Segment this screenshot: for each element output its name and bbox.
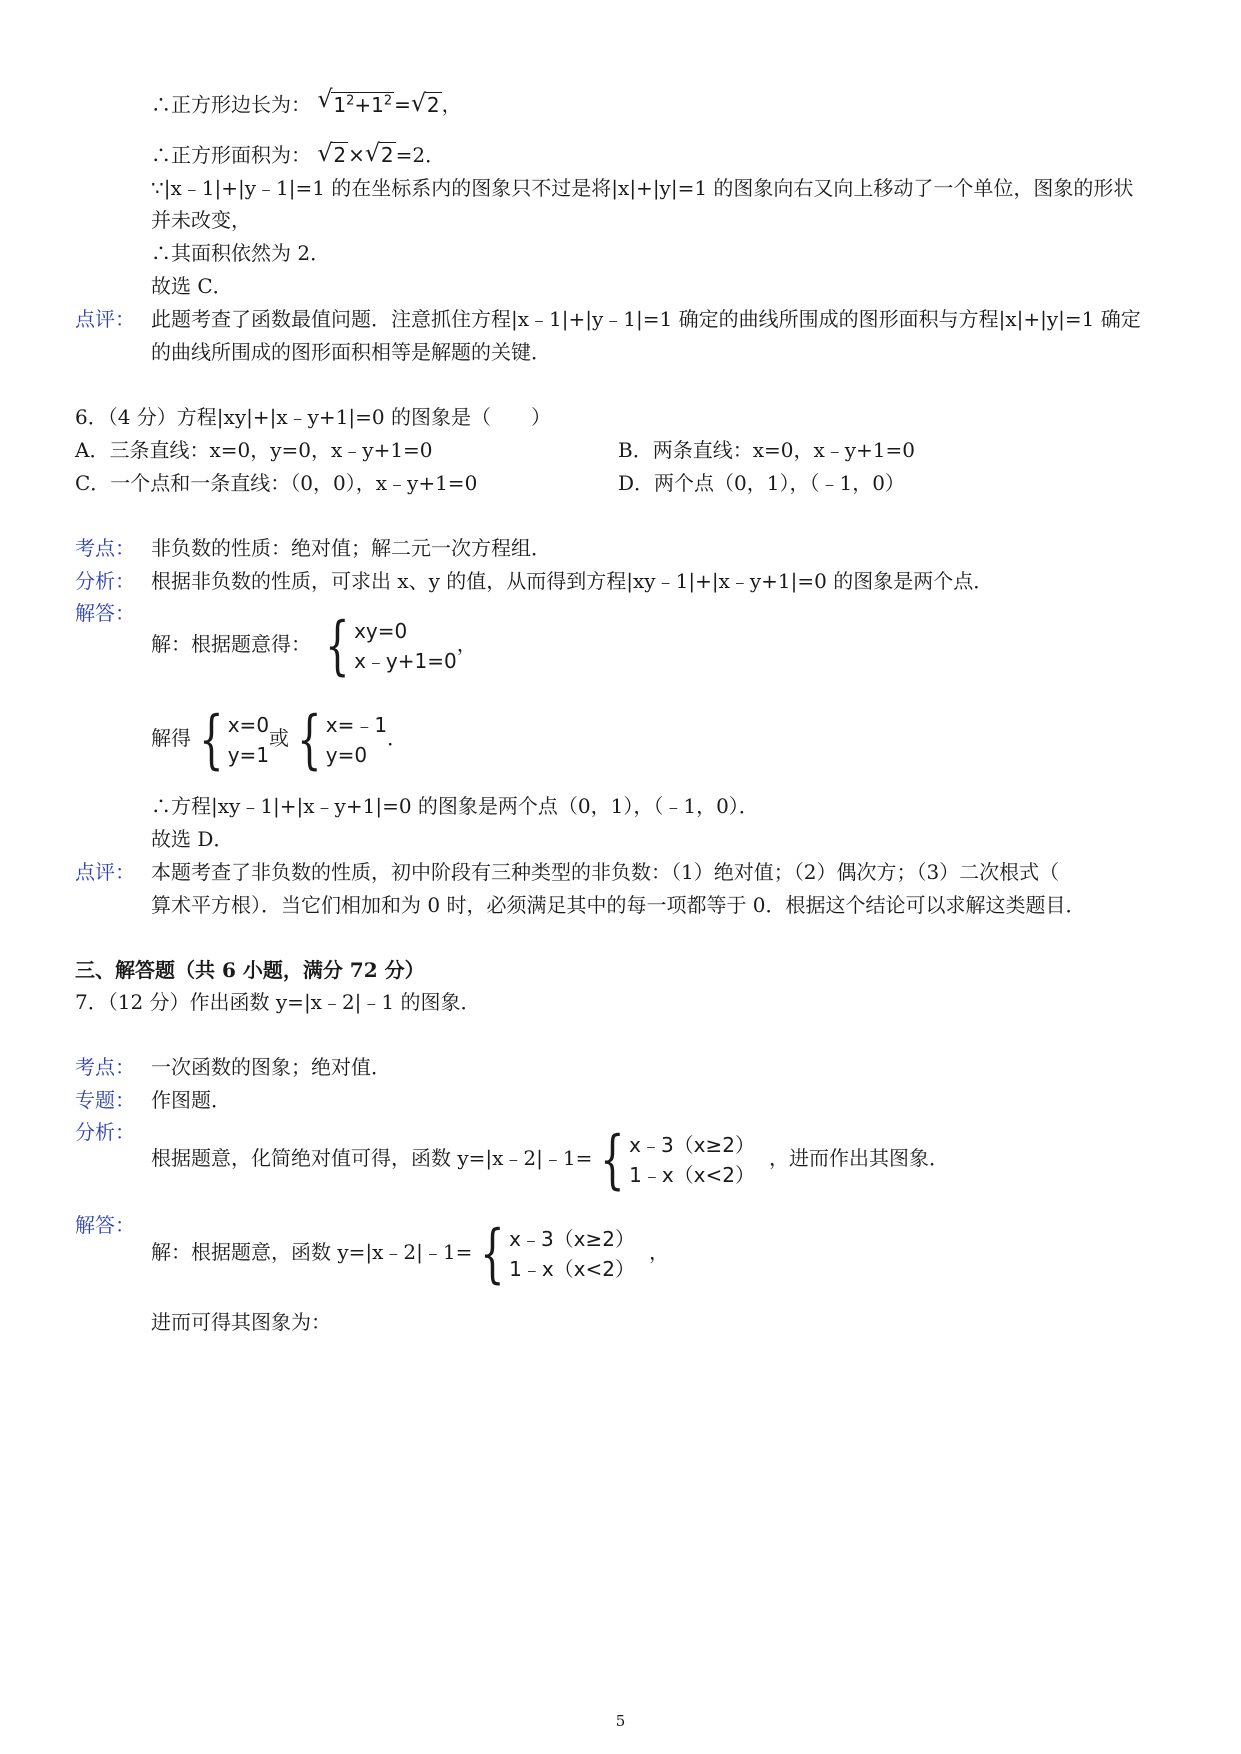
- q6-option-c: C．一个点和一条直线：（0，0），x﹣y+1=0: [75, 471, 478, 495]
- solution-2-eq-1: x=﹣1: [325, 712, 388, 737]
- comment-1-line-1: 此题考查了函数最值问题．注意抓住方程|x﹣1|+|y﹣1|=1 确定的曲线所围成的图形面积与方程|x|+|y|=1 确定: [151, 307, 1141, 331]
- solution-1-brace: [191, 702, 270, 777]
- side-length-line: [151, 85, 462, 118]
- sqrt-two: [410, 88, 442, 118]
- system-eq-1: xy=0: [354, 618, 408, 643]
- q6-system-prefix: 解：根据题意得：: [151, 632, 311, 656]
- q7-jieda-prefix: 解：根据题意，函数 y=|x﹣2|﹣1=: [151, 1240, 473, 1264]
- q6-solution-line: [151, 702, 408, 777]
- q6-kaodian-label: 考点：: [75, 536, 135, 560]
- sqrt-sign-icon: √: [410, 88, 427, 117]
- q7-stem: 7．（12 分）作出函数 y=|x﹣2|﹣1 的图象．: [75, 990, 481, 1014]
- q7-fenxi-line: [151, 1122, 949, 1197]
- piece-1-repeat: x﹣3（x≥2）: [509, 1226, 635, 1251]
- area-line: [151, 139, 446, 168]
- q6-option-d: D．两个点（0，1），（﹣1，0）: [618, 471, 905, 495]
- sqrt-two-b: [364, 139, 396, 168]
- piece-2-repeat: 1﹣x（x<2）: [509, 1256, 635, 1281]
- choose-c-line: 故选 C．: [151, 274, 233, 298]
- solution-2-brace: [289, 702, 388, 777]
- solution-1-eq-1: x=0: [227, 712, 270, 737]
- q7-fenxi-label: 分析：: [75, 1120, 135, 1144]
- q6-solution-prefix: 解得: [151, 726, 191, 750]
- comment-1-line-2: 的曲线所围成的图形面积相等是解题的关键．: [151, 340, 551, 364]
- q6-conclusion: ∴方程|xy﹣1|+|x﹣y+1|=0 的图象是两个点（0，1），（﹣1，0）．: [151, 794, 759, 818]
- q6-system-line: [151, 608, 477, 683]
- q7-jieda-end: ，: [649, 1240, 669, 1264]
- plus-one: +1: [354, 92, 384, 117]
- q7-jieda-line: [151, 1216, 669, 1291]
- sqrt-two-a: [317, 139, 348, 168]
- q7-kaodian-label: 考点：: [75, 1055, 135, 1079]
- shift-line-2: 并未改变，: [151, 208, 251, 232]
- side-length-end: ，: [441, 92, 462, 117]
- sqrt-sign-icon: √: [364, 139, 381, 167]
- q6-fenxi-label: 分析：: [75, 569, 135, 593]
- piecewise-brace-1: [592, 1122, 755, 1197]
- sqrt-two-a-arg: 2: [333, 143, 347, 167]
- q6-system-end: ，: [456, 632, 477, 656]
- left-brace-icon: {: [297, 702, 322, 777]
- q6-jieda-label: 解答：: [75, 601, 135, 625]
- exponent-2: 2: [383, 93, 393, 108]
- piece-2: 1﹣x（x<2）: [629, 1162, 755, 1187]
- q6-kaodian: 非负数的性质：绝对值；解二元一次方程组．: [151, 536, 551, 560]
- q6-fenxi: 根据非负数的性质，可求出 x、y 的值，从而得到方程|xy﹣1|+|x﹣y+1|=0 的图象是两个点．: [151, 569, 994, 593]
- base-one: 1: [333, 92, 347, 117]
- equals-sign: =: [394, 92, 411, 117]
- q6-solution-end: ．: [387, 726, 408, 750]
- q7-graph-intro: 进而可得其图象为：: [151, 1310, 331, 1334]
- sqrt-two-b-arg: 2: [380, 143, 394, 167]
- side-length-prefix: ∴正方形边长为：: [151, 92, 311, 117]
- q7-jieda-label: 解答：: [75, 1213, 135, 1237]
- system-brace: [317, 608, 457, 683]
- left-brace-icon: {: [199, 702, 224, 777]
- q7-fenxi-prefix: 根据题意，化简绝对值可得，函数 y=|x﹣2|﹣1=: [151, 1146, 593, 1170]
- section-3-heading: 三、解答题（共 6 小题，满分 72 分）: [75, 958, 425, 982]
- q7-zhuanti-label: 专题：: [75, 1088, 135, 1112]
- sqrt-two-arg: 2: [426, 92, 440, 117]
- q7-zhuanti: 作图题．: [151, 1088, 231, 1112]
- q6-choose-d: 故选 D．: [151, 827, 234, 851]
- comment-label-1: 点评：: [75, 307, 135, 331]
- q6-option-a: A．三条直线：x=0，y=0，x﹣y+1=0: [75, 438, 433, 462]
- q6-option-b: B．两条直线：x=0，x﹣y+1=0: [618, 438, 916, 462]
- solution-or: 或: [269, 726, 290, 750]
- sqrt-expression: [317, 85, 394, 118]
- left-brace-icon: {: [600, 1122, 625, 1197]
- system-eq-2: x﹣y+1=0: [354, 648, 457, 673]
- q6-comment-line-2: 算术平方根）．当它们相加和为 0 时，必须满足其中的每一项都等于 0．根据这个结论可以求解这类题目．: [151, 893, 1086, 917]
- q6-comment-line-1: 本题考查了非负数的性质，初中阶段有三种类型的非负数：（1）绝对值；（2）偶次方；（3）二次根式（: [151, 860, 1060, 884]
- times-sign: ×: [348, 143, 365, 167]
- piecewise-brace-2: [472, 1216, 635, 1291]
- q6-stem: 6．（4 分）方程|xy|+|x﹣y+1|=0 的图象是（ ）: [75, 405, 551, 429]
- solution-1-eq-2: y=1: [227, 742, 270, 767]
- shift-line-1: ∵|x﹣1|+|y﹣1|=1 的在坐标系内的图象只不过是将|x|+|y|=1 的图象向右又向上移动了一个单位，图象的形状: [151, 176, 1134, 200]
- sqrt-sign-icon: √: [317, 85, 333, 113]
- left-brace-icon: {: [480, 1216, 505, 1291]
- area-end: =2．: [395, 143, 446, 167]
- piece-1: x﹣3（x≥2）: [629, 1132, 755, 1157]
- q6-comment-label: 点评：: [75, 860, 135, 884]
- solution-2-eq-2: y=0: [325, 742, 368, 767]
- q7-fenxi-end: ，进而作出其图象．: [769, 1146, 949, 1170]
- exponent-1: 2: [346, 93, 355, 108]
- still-area-line: ∴其面积依然为 2．: [151, 241, 331, 265]
- area-prefix: ∴正方形面积为：: [151, 143, 311, 167]
- sqrt-sign-icon: √: [317, 139, 333, 167]
- left-brace-icon: {: [325, 608, 350, 683]
- page-number: 5: [615, 1712, 626, 1730]
- q7-kaodian: 一次函数的图象；绝对值．: [151, 1055, 391, 1079]
